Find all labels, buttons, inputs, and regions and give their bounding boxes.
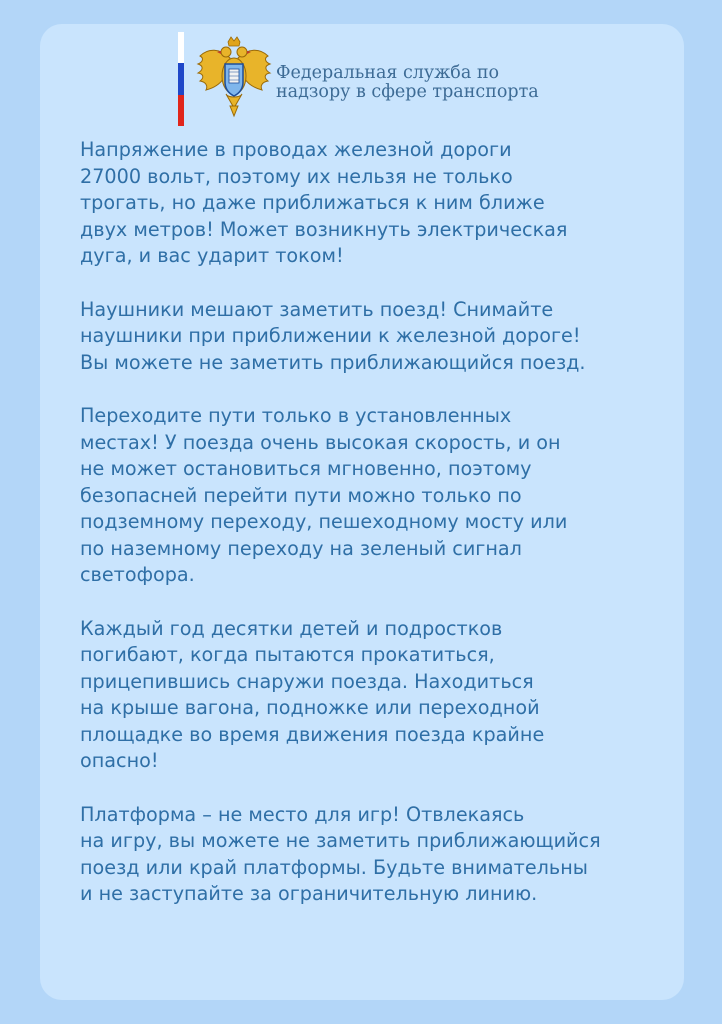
text-line: светофора.: [80, 563, 195, 586]
text-line: трогать, но даже приближаться к ним ближе: [80, 191, 545, 214]
text-line: не может остановиться мгновенно, поэтому: [80, 457, 532, 480]
text-line: на крыше вагона, подножке или переходной: [80, 696, 540, 719]
text-line: Напряжение в проводах железной дороги: [80, 138, 512, 161]
text-line: местах! У поезда очень высокая скорость, и он: [80, 430, 561, 454]
text-line: двух метров! Может возникнуть электрическая: [80, 217, 568, 241]
flag-blue-band: [178, 63, 184, 94]
flag-white-band: [178, 32, 184, 63]
text-line: Переходите пути только в установленных: [80, 404, 512, 427]
text-line: Наушники мешают заметить поезд! Снимайте: [80, 297, 554, 321]
safety-text: [80, 137, 680, 935]
content-card: [40, 24, 684, 1000]
text-line: Вы можете не заметить приближающийся поезд.: [80, 350, 586, 374]
flag-red-band: [178, 95, 184, 126]
text-line: безопасней перейти пути можно только по: [80, 483, 522, 507]
paragraph-power-lines: [80, 137, 680, 270]
paragraph-headphones: [80, 297, 680, 377]
text-line: по наземному переходу на зеленый сигнал: [80, 536, 522, 560]
text-line: подземному переходу, пешеходному мосту или: [80, 510, 568, 533]
agency-name-line-1: Федеральная служба по: [276, 63, 500, 83]
text-line: 27000 вольт, поэтому их нельзя не только: [80, 164, 513, 188]
text-line: на игру, вы можете не заметить приближающийся: [80, 829, 601, 852]
paragraph-train-surfing: [80, 616, 680, 775]
text-line: дуга, и вас ударит током!: [80, 244, 344, 267]
text-line: поезд или край платформы. Будьте внимательны: [80, 855, 588, 879]
text-line: наушники при приближении к железной дороге!: [80, 324, 581, 347]
text-line: прицепившись снаружи поезда. Находиться: [80, 669, 534, 693]
agency-name-line-2: надзору в сфере транспорта: [276, 82, 539, 102]
text-line: опасно!: [80, 749, 159, 772]
text-line: площадке во время движения поезда крайне: [80, 722, 545, 746]
text-line: Платформа – не место для игр! Отвлекаясь: [80, 802, 525, 826]
text-line: Каждый год десятки детей и подростков: [80, 616, 503, 640]
double-headed-eagle-emblem-icon: [194, 36, 274, 122]
text-line: и не заступайте за ограничительную линию.: [80, 882, 538, 905]
agency-name: [276, 64, 576, 102]
russian-flag-stripe: [178, 32, 184, 126]
text-line: погибают, когда пытаются прокатиться,: [80, 643, 495, 666]
paragraph-platform: [80, 802, 680, 908]
paragraph-crossing: [80, 403, 680, 589]
